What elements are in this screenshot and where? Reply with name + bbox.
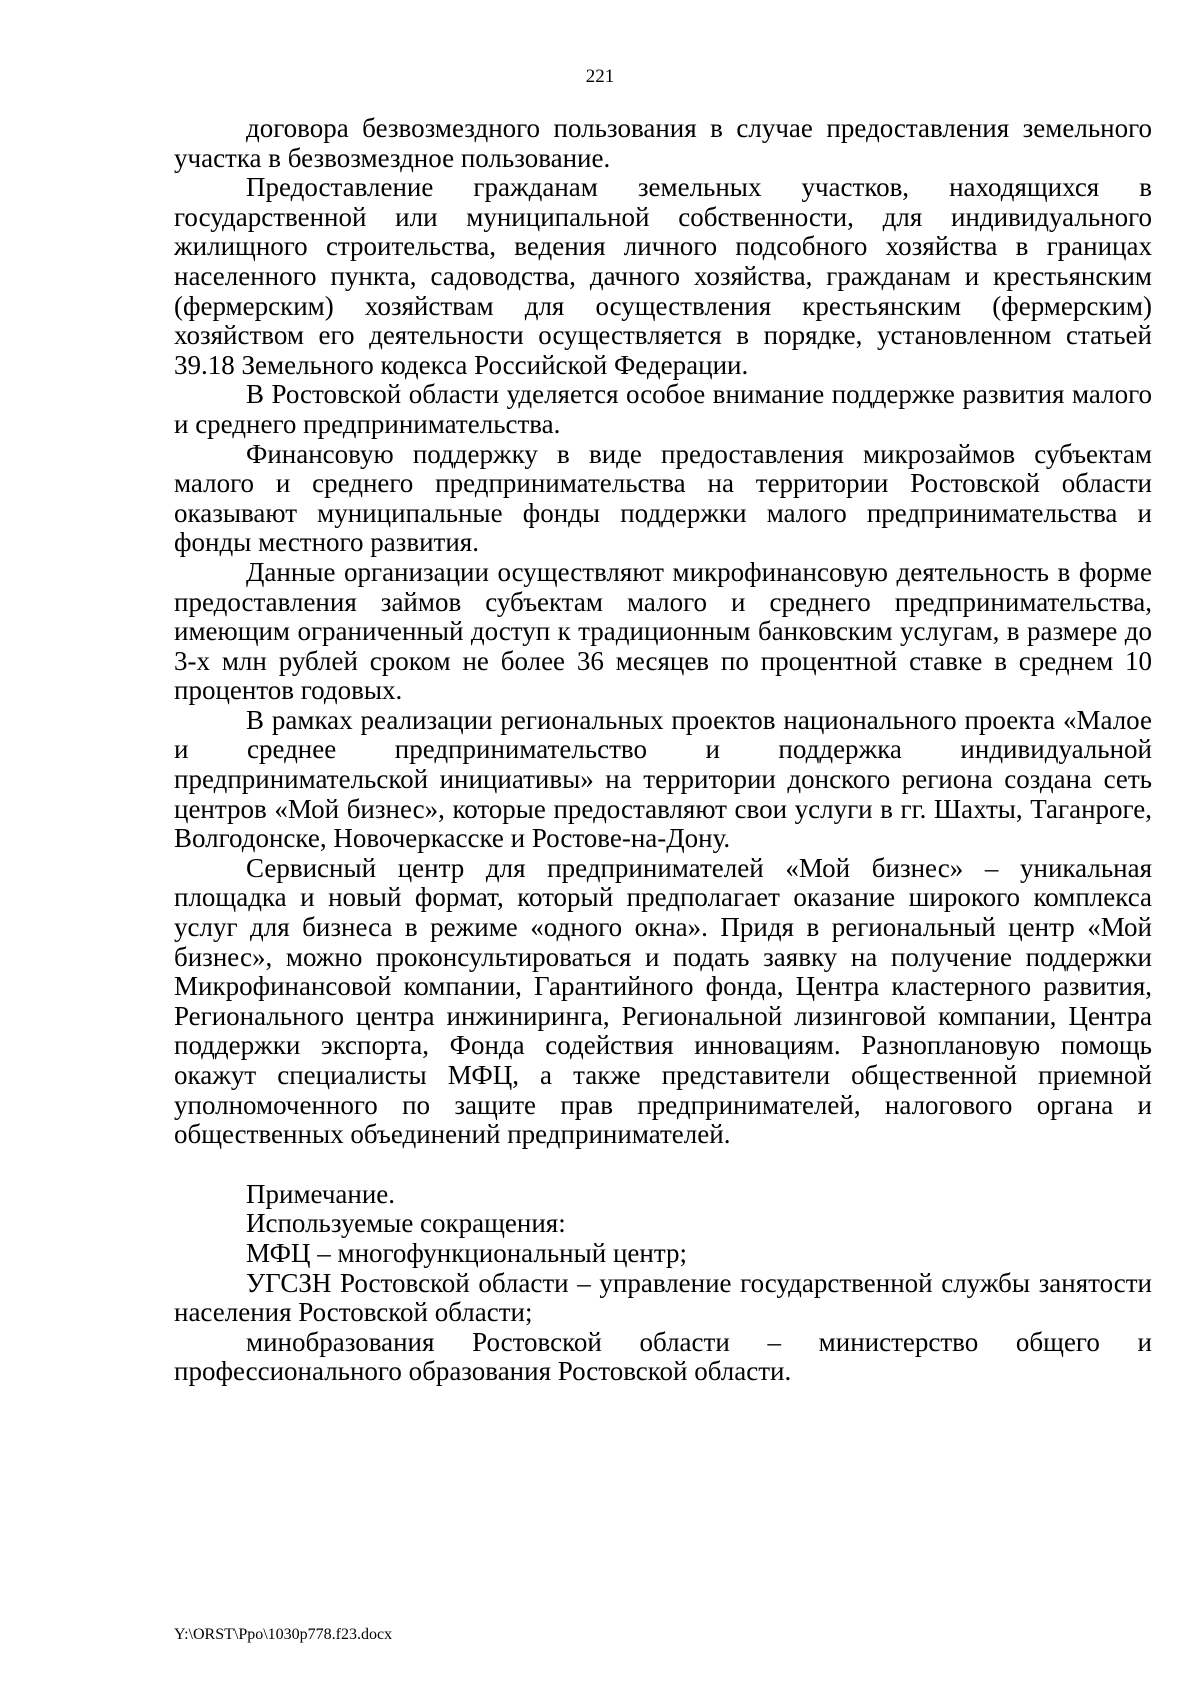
note-subtitle: Используемые сокращения: <box>246 1208 566 1239</box>
abbreviation-item: минобразования Ростовской области – министерство общего и профессионального образования Ростовской области. <box>174 1326 1152 1387</box>
paragraph-land-provision: Предоставление гражданам земельных участков, находящихся в государственной или муниципальной собственности, для индивидуального жилищного строительства, ведения личного подсобного хозяйства в границах населенного пункта, садоводства, дачного хозяйства, гражданам и крестьянским (фермерским) хозяйствам для осуществления крестьянским (фермерским) хозяйством его деятельности осуществляется в порядке, установленном статьей 39.18 Земельного кодекса Российской Федерации. <box>174 172 1152 380</box>
note-block <box>174 1180 1152 1387</box>
abbreviation-item: МФЦ – многофункциональный центр; <box>246 1237 687 1268</box>
abbreviation-item: УГСЗН Ростовской области – управление государственной службы занятости населения Ростовской области; <box>174 1267 1152 1328</box>
note-title: Примечание. <box>246 1178 396 1209</box>
page-number: 221 <box>585 66 615 87</box>
paragraph-financial-support: Финансовую поддержку в виде предоставления микрозаймов субъектам малого и среднего предпринимательства на территории Ростовской области оказывают муниципальные фонды поддержки малого предпринимательства и фонды местного развития. <box>174 438 1152 558</box>
paragraph-business-support: В Ростовской области уделяется особое внимание поддержке развития малого и среднего предпринимательства. <box>174 379 1152 439</box>
paragraph-my-business-centers: В рамках реализации региональных проектов национального проекта «Малое и среднее предпринимательство и поддержка индивидуальной предпринимательской инициативы» на территории донского региона создана сеть центров «Мой бизнес», которые предоставляют свои услуги в гг. Шахты, Таганроге, Волгодонске, Новочеркасске и Ростове-на-Дону. <box>174 704 1152 854</box>
paragraph-continuation: договора безвозмездного пользования в случае предоставления земельного участка в безвозмездное пользование. <box>174 113 1152 173</box>
footer-file-path: Y:\ORST\Ppo\1030p778.f23.docx <box>174 1626 393 1643</box>
paragraph-microfinance: Данные организации осуществляют микрофинансовую деятельность в форме предоставления займов субъектам малого и среднего предпринимательства, имеющим ограниченный доступ к традиционным банковским услугам, в размере до 3-х млн рублей сроком не более 36 месяцев по процентной ставке в среднем 10 процентов годовых. <box>174 556 1152 706</box>
paragraph-service-center: Сервисный центр для предпринимателей «Мой бизнес» – уникальная площадка и новый формат, который предполагает оказание широкого комплекса услуг для бизнеса в режиме «одного окна». Придя в региональный центр «Мой бизнес», можно проконсультироваться и подать заявку на получение поддержки Микрофинансовой компании, Гарантийного фонда, Центра кластерного развития, Регионального центра инжиниринга, Региональной лизинговой компании, Центра поддержки экспорта, Фонда содействия инновациям. Разноплановую помощь окажут специалисты МФЦ, а также представители общественной приемной уполномоченного по защите прав предпринимателей, налогового органа и общественных объединений предпринимателей. <box>174 852 1152 1150</box>
document-body <box>174 114 1152 1387</box>
